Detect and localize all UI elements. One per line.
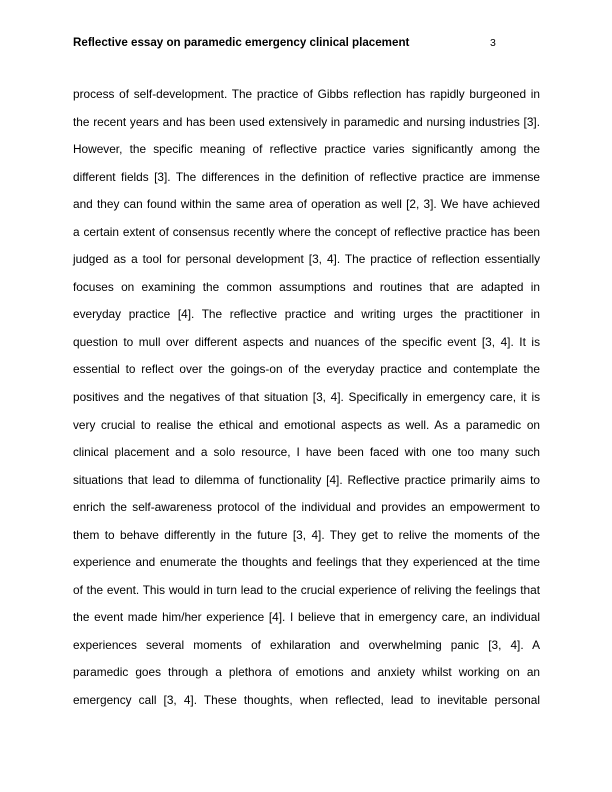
paragraph-line: a certain extent of consensus recently where the concept of reflective practice has been bbox=[73, 224, 540, 239]
paragraph-line: question to mull over different aspects and nuances of the specific event [3, 4]. It is bbox=[73, 334, 540, 349]
body-paragraph bbox=[73, 84, 540, 718]
paragraph-line: different fields [3]. The differences in the definition of reflective practice are immense bbox=[73, 169, 540, 184]
paragraph-line: experiences several moments of exhilaration and overwhelming panic [3, 4]. A bbox=[73, 637, 540, 652]
running-header-title: Reflective essay on paramedic emergency clinical placement bbox=[73, 36, 410, 49]
paragraph-line: enrich the self-awareness protocol of the individual and provides an empowerment to bbox=[73, 500, 540, 515]
paragraph-line: essential to reflect over the goings-on of the everyday practice and contemplate the bbox=[73, 362, 540, 377]
page-number: 3 bbox=[490, 37, 496, 49]
paragraph-line: process of self-development. The practice of Gibbs reflection has rapidly burgeoned in bbox=[73, 87, 540, 101]
paragraph-line: situations that lead to dilemma of functionality [4]. Reflective practice primarily aims to bbox=[73, 472, 540, 487]
paragraph-line: positives and the negatives of that situation [3, 4]. Specifically in emergency care, it is bbox=[73, 390, 540, 405]
paragraph-line: experience and enumerate the thoughts and feelings that they experienced at the time bbox=[73, 555, 540, 570]
paragraph-line: everyday practice [4]. The reflective practice and writing urges the practitioner in bbox=[73, 307, 540, 322]
paragraph-line: of the event. This would in turn lead to the crucial experience of reliving the feelings that bbox=[73, 582, 540, 597]
paragraph-line: the event made him/her experience [4]. I believe that in emergency care, an individual bbox=[73, 610, 540, 625]
paragraph-line: emergency call [3, 4]. These thoughts, when reflected, lead to inevitable personal bbox=[73, 693, 540, 708]
paragraph-line: very crucial to realise the ethical and emotional aspects as well. As a paramedic on bbox=[73, 417, 540, 432]
paragraph-line: judged as a tool for personal development [3, 4]. The practice of reflection essentially bbox=[73, 252, 540, 267]
paragraph-line: them to behave differently in the future [3, 4]. They get to relive the moments of the bbox=[73, 527, 540, 542]
paragraph-line: paramedic goes through a plethora of emotions and anxiety whilst working on an bbox=[73, 665, 540, 680]
paragraph-line: and they can found within the same area of operation as well [2, 3]. We have achieved bbox=[73, 197, 540, 212]
paragraph-line: However, the specific meaning of reflective practice varies significantly among the bbox=[73, 142, 540, 157]
paragraph-line: the recent years and has been used extensively in paramedic and nursing industries [3]. bbox=[73, 114, 540, 129]
paragraph-line: focuses on examining the common assumptions and routines that are adapted in bbox=[73, 279, 540, 294]
paragraph-line: clinical placement and a solo resource, I have been faced with one too many such bbox=[73, 445, 540, 460]
